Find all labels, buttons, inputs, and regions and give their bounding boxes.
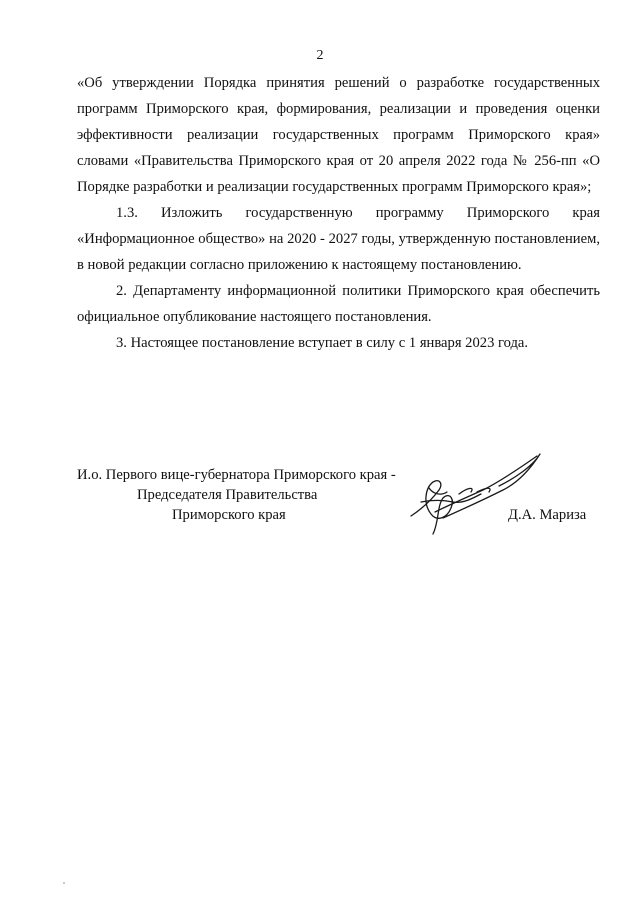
paragraph-amendment-wording	[77, 70, 600, 200]
paragraph-1-3	[77, 200, 600, 278]
text-line: обеспечить официальное опубликование настоящего постановления.	[77, 283, 601, 325]
page-number: 2	[316, 48, 324, 63]
text-line: края»;	[552, 179, 592, 195]
text-line: «Информационное общество» на 2020 - 2027 годы, утвержденную	[77, 231, 491, 247]
signatory-title-line-2: Председателя Правительства	[137, 487, 318, 503]
signatory-title-line-3: Приморского края	[172, 507, 286, 523]
text-line: эффективности реализации государственных программ Приморского края»	[77, 127, 600, 143]
text-line: 3. Настоящее постановление вступает в силу с 1 января 2023 года.	[116, 335, 529, 351]
signatory-name: Д.А. Мариза	[508, 507, 587, 523]
text-line: 2. Департаменту информационной политики Приморского края	[116, 283, 524, 299]
document-body	[77, 70, 600, 356]
text-line: постановлению.	[420, 257, 522, 273]
text-line: «О Порядке разработки и реализации государственных программ Приморского	[77, 153, 600, 195]
text-line: словами «Правительства Приморского края от 20 апреля 2022 года № 256-пп	[77, 153, 577, 169]
signatory-title-line-1: И.о. Первого вице-губернатора Приморского края -	[77, 467, 396, 483]
text-line: 1.3. Изложить государственную программу Приморского края	[116, 205, 600, 221]
text-line: постановлением, в новой редакции согласно приложению к настоящему	[77, 231, 600, 273]
text-line: «Об утверждении Порядка принятия решений о разработке государственных	[77, 75, 600, 91]
text-line: программ Приморского края, формирования, реализации и проведения оценки	[77, 101, 600, 117]
handwritten-signature	[403, 448, 553, 540]
scan-speck	[63, 882, 65, 884]
paragraph-2	[77, 278, 600, 330]
paragraph-3	[77, 330, 600, 356]
